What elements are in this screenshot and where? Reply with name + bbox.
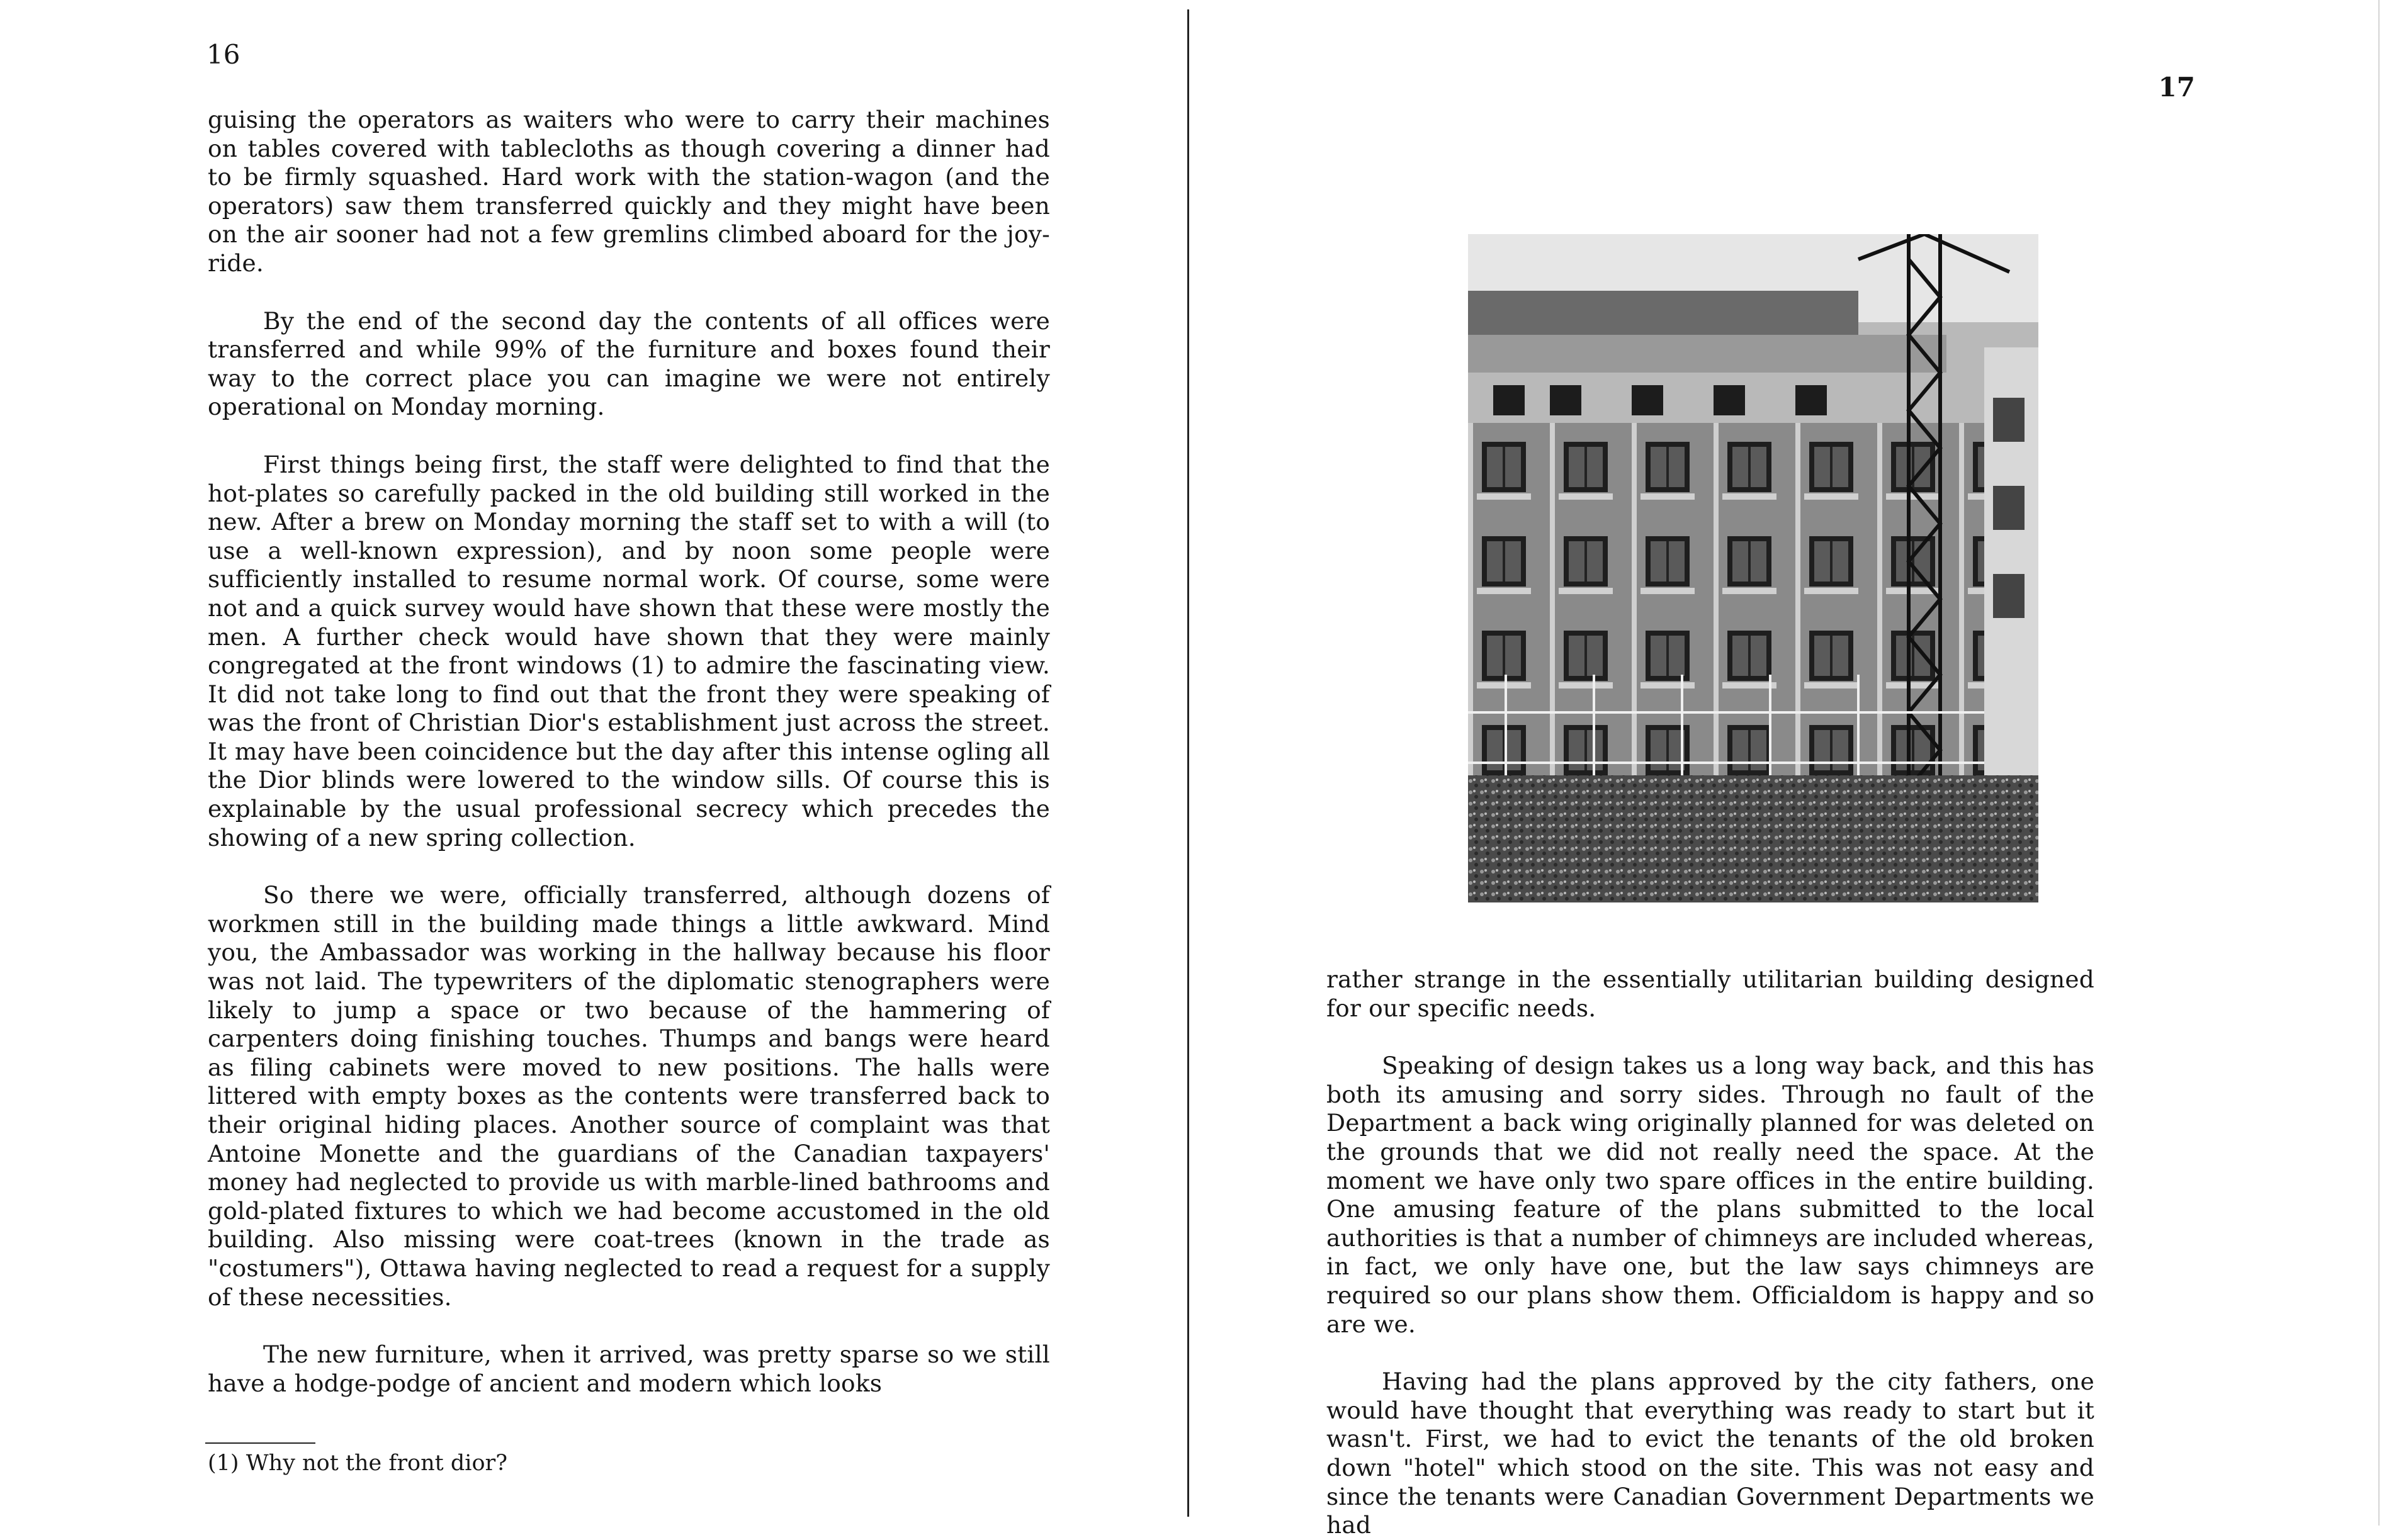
- page-number: 16: [206, 39, 240, 70]
- building-photograph: [1468, 234, 2038, 902]
- right-body-text: [1326, 965, 2094, 1540]
- paragraph: So there we were, officially transferred, although dozens of workmen still in the building made things a little awkward. Mind you, the Ambassador was working in the hallway because his floor was not laid. The typewriters of the diplomatic stenographers were likely to jump a space or two because of the hammering of carpenters doing finishing touches. Thumps and bangs were heard as filing cabinets were moved to new positions. The halls were littered with empty boxes as the contents were transferred back to their original hiding places. Another source of complaint was that Antoine Monette and the guardians of the Canadian taxpayers' money had neglected to provide us with marble-lined bathrooms and gold-plated fixtures to which we had become accustomed in the old building. Also missing were coat-trees (known in the trade as "costumers"), Ottawa having neglected to read a request for a supply of these necessities.: [208, 881, 1050, 1311]
- page-number: 17: [2158, 72, 2195, 103]
- paragraph: The new furniture, when it arrived, was pretty sparse so we still have a hodge-podge of ancient and modern which looks: [208, 1340, 1050, 1397]
- left-page: [0, 0, 1187, 1526]
- paragraph: By the end of the second day the contents of all offices were transferred and while 99% of the furniture and boxes found their way to the correct place you can imagine we were not entirely operational on Monday morning.: [208, 306, 1050, 421]
- paragraph: First things being first, the staff were delighted to find that the hot-plates so carefully packed in the old building still worked in the new. After a brew on Monday morning the staff set to with a will (to use a well-known expression), and by noon some people were sufficiently installed to resume normal work. Of course, some were not and a quick survey would have shown that these were mostly the men. A further check would have shown that they were mainly congregated at the front windows (1) to admire the fascinating view. It did not take long to find out that the front they were speaking of was the front of Christian Dior's establishment just across the street. It may have been coincidence but the day after this intense ogling all the Dior blinds were lowered to the window sills. Of course this is explainable by the usual professional secrecy which precedes the showing of a new spring collection.: [208, 450, 1050, 851]
- gutter-divider: [1187, 9, 1189, 1517]
- left-body-text: [208, 106, 1050, 1398]
- paragraph: Speaking of design takes us a long way back, and this has both its amusing and sorry sides. Through no fault of the Department a back wing originally planned for was deleted on the grounds that we did not really need the space. At the moment we have only two spare offices in the entire building. One amusing feature of the plans submitted to the local authorities is that a number of chimneys are included whereas, in fact, we only have one, but the law says chimneys are required so our plans show them. Officialdom is happy and so are we.: [1326, 1052, 2094, 1338]
- paragraph: Having had the plans approved by the city fathers, one would have thought that everything was ready to start but it wasn't. First, we had to evict the tenants of the old broken down "hotel" which stood on the site. This was not easy and since the tenants were Canadian Government Departments we had: [1326, 1368, 2094, 1539]
- paragraph: rather strange in the essentially utilitarian building designed for our specific needs.: [1326, 965, 2094, 1022]
- footnote-divider: [205, 1442, 315, 1444]
- footnote: (1) Why not the front dior?: [208, 1451, 508, 1476]
- paragraph: guising the operators as waiters who were to carry their machines on tables covered with tablecloths as though covering a dinner had to be firmly squashed. Hard work with the station-wagon (and the operators) saw them transferred quickly and they might have been on the air sooner had not a few gremlins climbed aboard for the joy-ride.: [208, 106, 1050, 277]
- right-page: [1191, 0, 2389, 1539]
